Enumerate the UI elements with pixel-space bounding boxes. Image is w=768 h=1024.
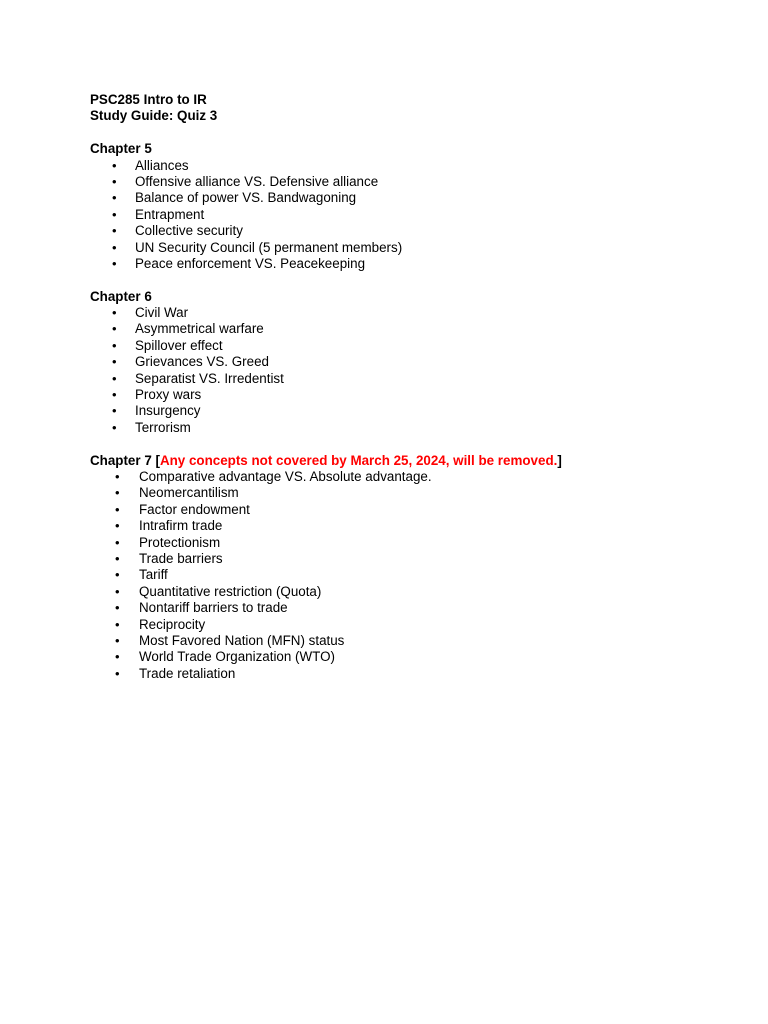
bullet-icon: • xyxy=(115,518,120,534)
list-item-text: Neomercantilism xyxy=(139,485,239,501)
bullet-icon: • xyxy=(115,485,120,501)
list-item xyxy=(90,551,730,567)
bullet-icon: • xyxy=(112,321,117,337)
bullet-icon: • xyxy=(112,190,117,206)
list-item-text: Factor endowment xyxy=(139,501,250,517)
bullet-icon: • xyxy=(115,616,120,632)
bullet-icon: • xyxy=(112,387,117,403)
bullet-icon: • xyxy=(115,550,120,566)
chapter-heading: Chapter 6 xyxy=(90,288,152,304)
list-item xyxy=(90,305,730,321)
list-item xyxy=(90,240,730,256)
list-item-text: Balance of power VS. Bandwagoning xyxy=(135,190,357,206)
bullet-icon: • xyxy=(115,468,120,484)
bullet-icon: • xyxy=(112,206,117,222)
bullet-icon: • xyxy=(112,419,117,435)
list-item xyxy=(90,567,730,583)
list-item-text: Civil War xyxy=(135,305,189,321)
list-item xyxy=(90,502,730,518)
list-item xyxy=(90,469,730,485)
list-item xyxy=(90,403,730,419)
bullet-icon: • xyxy=(115,649,120,665)
guide-title: Study Guide: Quiz 3 xyxy=(90,108,218,124)
list-item xyxy=(90,420,730,436)
list-item xyxy=(90,158,730,174)
bullet-icon: • xyxy=(115,583,120,599)
chapter-heading xyxy=(90,453,730,469)
list-item xyxy=(90,617,730,633)
list-item-text: Separatist VS. Irredentist xyxy=(135,370,284,386)
bullet-icon: • xyxy=(112,173,117,189)
list-item-text: World Trade Organization (WTO) xyxy=(139,649,335,665)
list-item-text: Asymmetrical warfare xyxy=(135,321,264,337)
list-item-text: Spillover effect xyxy=(135,337,223,353)
list-item-text: Quantitative restriction (Quota) xyxy=(139,583,322,599)
list-item xyxy=(90,371,730,387)
list-item xyxy=(90,387,730,403)
list-item-text: Offensive alliance VS. Defensive alliance xyxy=(135,173,379,189)
list-item xyxy=(90,174,730,190)
bullet-icon: • xyxy=(112,337,117,353)
bracket-open: [ xyxy=(151,452,160,468)
chapter-heading-label: Chapter 7 xyxy=(90,452,152,468)
chapter-7-section xyxy=(90,453,730,682)
bullet-icon: • xyxy=(115,665,120,681)
list-item xyxy=(90,354,730,370)
list-item xyxy=(90,321,730,337)
list-item-text: Tariff xyxy=(139,567,168,583)
document-page xyxy=(90,92,730,682)
list-item xyxy=(90,633,730,649)
bullet-icon: • xyxy=(112,305,117,321)
list-item-text: Nontariff barriers to trade xyxy=(139,600,288,616)
bullet-icon: • xyxy=(115,632,120,648)
list-item-text: Insurgency xyxy=(135,403,201,419)
list-item xyxy=(90,666,730,682)
bullet-icon: • xyxy=(115,600,120,616)
list-item-text: Entrapment xyxy=(135,206,205,222)
bullet-icon: • xyxy=(115,534,120,550)
list-item xyxy=(90,338,730,354)
list-item xyxy=(90,649,730,665)
list-item xyxy=(90,190,730,206)
bullet-icon: • xyxy=(112,255,117,271)
chapter-7-list xyxy=(90,469,730,682)
bracket-close: ] xyxy=(557,452,562,468)
bullet-icon: • xyxy=(112,403,117,419)
removal-notice: Any concepts not covered by March 25, 2024, will be removed. xyxy=(159,452,558,468)
list-item xyxy=(90,223,730,239)
list-item xyxy=(90,518,730,534)
list-item-text: Intrafirm trade xyxy=(139,518,223,534)
list-item-text: Protectionism xyxy=(139,534,221,550)
list-item-text: Comparative advantage VS. Absolute advantage. xyxy=(139,468,432,484)
chapter-5-list xyxy=(90,158,730,273)
list-item-text: Trade barriers xyxy=(139,550,223,566)
list-item xyxy=(90,600,730,616)
chapter-heading: Chapter 5 xyxy=(90,141,152,157)
list-item-text: Most Favored Nation (MFN) status xyxy=(139,632,345,648)
list-item-text: Peace enforcement VS. Peacekeeping xyxy=(135,255,366,271)
list-item-text: UN Security Council (5 permanent members) xyxy=(135,239,403,255)
course-title: PSC285 Intro to IR xyxy=(90,92,207,107)
list-item-text: Alliances xyxy=(135,157,189,173)
list-item-text: Grievances VS. Greed xyxy=(135,354,269,370)
list-item-text: Proxy wars xyxy=(135,387,202,403)
list-item xyxy=(90,207,730,223)
list-item xyxy=(90,535,730,551)
list-item-text: Trade retaliation xyxy=(139,665,236,681)
list-item xyxy=(90,256,730,272)
list-item xyxy=(90,485,730,501)
bullet-icon: • xyxy=(112,370,117,386)
chapter-6-section xyxy=(90,289,730,437)
list-item-text: Terrorism xyxy=(135,419,191,435)
bullet-icon: • xyxy=(115,501,120,517)
list-item xyxy=(90,584,730,600)
chapter-5-section xyxy=(90,141,730,272)
bullet-icon: • xyxy=(112,239,117,255)
bullet-icon: • xyxy=(112,157,117,173)
chapter-6-list xyxy=(90,305,730,436)
bullet-icon: • xyxy=(112,223,117,239)
bullet-icon: • xyxy=(115,567,120,583)
list-item-text: Reciprocity xyxy=(139,616,206,632)
list-item-text: Collective security xyxy=(135,223,243,239)
bullet-icon: • xyxy=(112,354,117,370)
